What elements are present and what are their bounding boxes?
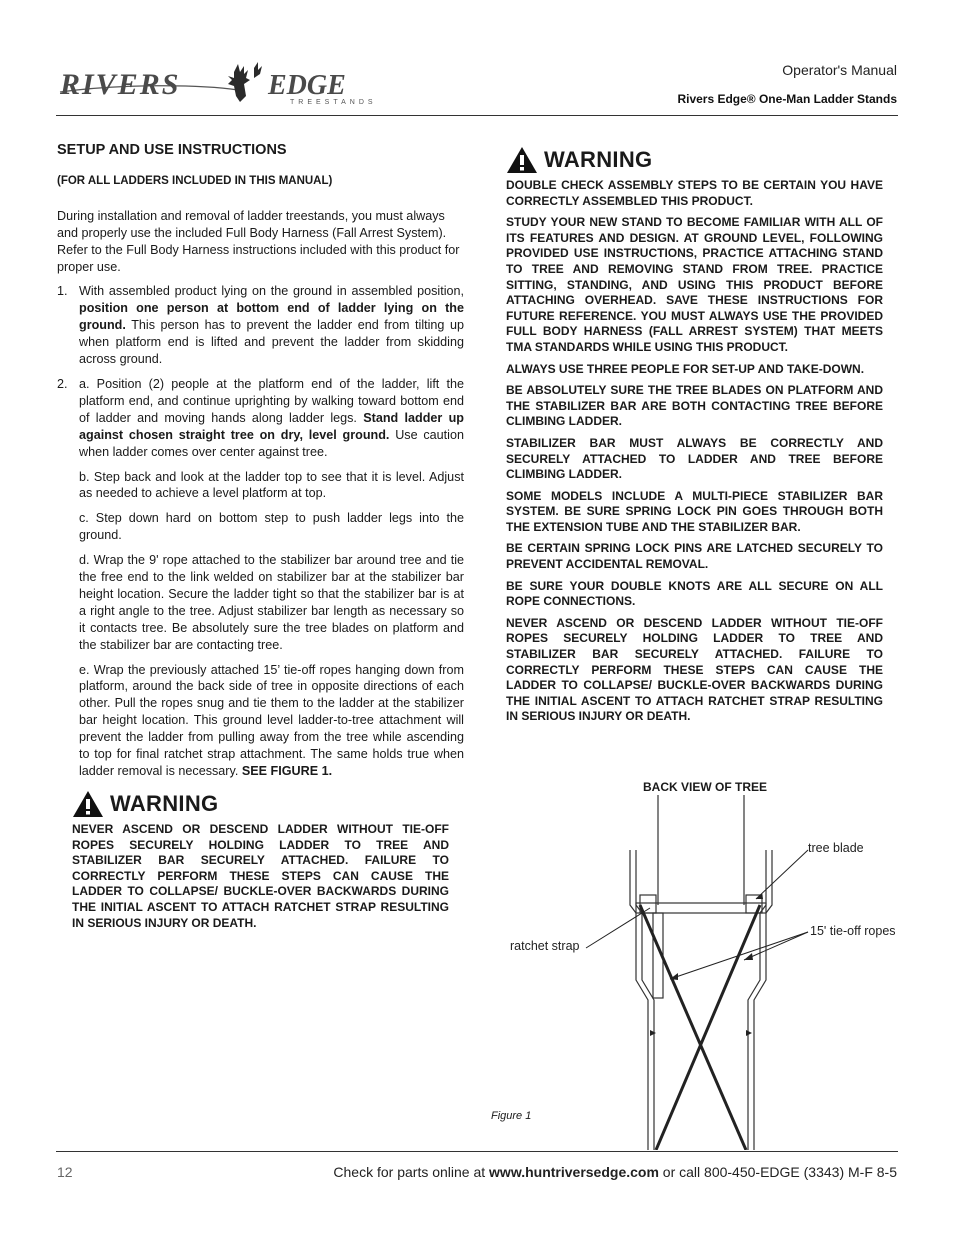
figure-title: BACK VIEW OF TREE (643, 780, 768, 794)
step-1-text-a: With assembled product lying on the ground in assembled position, (79, 284, 464, 299)
ladder-diagram (500, 795, 910, 1150)
warning-paragraph: NEVER ASCEND OR DESCEND LADDER WITHOUT TIE-OFF ROPES SECURELY HOLDING LADDER TO TREE AND STABILIZER BAR SECURELY ATTACHED. FAILURE TO CORRECTLY PERFORM THESE STEPS CAN CAUSE THE LADDER TO COLLAPSE/ BUCKLE-OVER BACKWARDS DURING THE INITIAL ASCENT TO ATTACH RATCHET STRAP RESULTING IN SERIOUS INJURY OR DEATH. (506, 615, 883, 724)
intro-paragraph: During installation and removal of ladder treestands, you must always and properly use the included Full Body Harness (Fall Arrest System). Refer to the Full Body Harness instructions included with this product for proper use. (57, 208, 460, 274)
step-2a-tail: Use caution when ladder comes over center against tree. (79, 427, 464, 459)
logo-text-right: EDGE (268, 70, 346, 101)
warning-title: WARNING (544, 147, 653, 172)
steps-list (57, 283, 464, 779)
footer-contact (333, 1164, 897, 1180)
footer-url-link[interactable]: www.huntriversedge.com (489, 1164, 659, 1180)
step-2e (79, 662, 464, 780)
footer-text-a: Check for parts online at (333, 1164, 490, 1180)
rung-marker (746, 1030, 752, 1036)
step-number: 2. (57, 376, 68, 391)
warning-text: NEVER ASCEND OR DESCEND LADDER WITHOUT TIE-OFF ROPES SECURELY HOLDING LADDER TO TREE AND STABILIZER BAR SECURELY ATTACHED. FAILURE TO CORRECTLY PERFORM THESE STEPS CAN CAUSE THE LADDER TO COLLAPSE/ BUCKLE-OVER BACKWARDS DURING THE INITIAL ASCENT TO ATTACH RATCHET STRAP RESULTING IN SERIOUS INJURY OR DEATH. (72, 822, 449, 930)
footer-text-b: or call 800-450-EDGE (3343) M-F 8-5 (658, 1164, 897, 1180)
tie-off-rope-2 (656, 905, 760, 1150)
leader-tree-blade (756, 850, 808, 899)
step-2 (57, 376, 464, 780)
warning-title: WARNING (110, 791, 219, 816)
warning-paragraph: BE SURE YOUR DOUBLE KNOTS ARE ALL SECURE ON ALL ROPE CONNECTIONS. (506, 578, 883, 609)
step-1 (57, 283, 464, 368)
step-2a-text: a. Position (2) people at the platform end of the ladder, lift the platform end, and continue uprighting by walking toward bottom end of ladder and moving hands along ladder legs. (79, 376, 464, 425)
leader-tieoff-1 (670, 932, 808, 979)
warning-header (506, 146, 883, 174)
arrowhead (744, 953, 753, 960)
warning-box-left (72, 790, 449, 937)
warning-paragraph: BE CERTAIN SPRING LOCK PINS ARE LATCHED SECURELY TO PREVENT ACCIDENTAL REMOVAL. (506, 541, 883, 572)
section-subtitle: (FOR ALL LADDERS INCLUDED IN THIS MANUAL) (57, 174, 333, 187)
warning-header (72, 790, 449, 818)
warning-box-right (506, 146, 883, 731)
warning-triangle-icon (506, 146, 538, 174)
rung-marker (650, 1030, 656, 1036)
manual-label: Operator's Manual (782, 62, 897, 78)
label-ratchet-strap: ratchet strap (510, 939, 580, 953)
step-number: 1. (57, 284, 68, 299)
leader-tieoff-2 (744, 932, 808, 960)
step-2a-bold: Stand ladder up against chosen straight tree on dry, level ground. (79, 410, 464, 442)
warning-paragraph: SOME MODELS INCLUDE A MULTI-PIECE STABILIZER BAR SYSTEM. BE SURE SPRING LOCK PIN GOES THROUGH BOTH THE EXTENSION TUBE AND THE STABILIZER BAR. (506, 488, 883, 534)
deer-antler-logo-icon (58, 62, 410, 106)
label-tree-blade: tree blade (808, 841, 864, 855)
setup-instructions (57, 142, 464, 786)
label-tieoff-ropes: 15' tie-off ropes (810, 924, 896, 938)
step-1-text-b: This person has to prevent the ladder end from tilting up when platform end is lifted and prevent the ladder from skidding across ground. (79, 318, 464, 367)
product-line: Rivers Edge® One-Man Ladder Stands (677, 92, 897, 106)
tie-off-rope-1 (640, 905, 746, 1150)
warning-paragraph: STABILIZER BAR MUST ALWAYS BE CORRECTLY AND SECURELY ATTACHED TO LADDER AND TREE BEFORE CLIMBING LADDER. (506, 435, 883, 482)
header-divider (56, 115, 898, 116)
brand-logo (58, 62, 410, 106)
warning-paragraph: BE ABSOLUTELY SURE THE TREE BLADES ON PLATFORM AND THE STABILIZER BAR ARE BOTH CONTACTING TREE BEFORE CLIMBING LADDER. (506, 383, 883, 429)
step-2e-text: e. Wrap the previously attached 15’ tie-off ropes hanging down from platform, around the back side of tree in opposite directions of each other. Pull the ropes snug and tie them to the ladder at the stabilizer bar height location. This ground level ladder-to-tree attachment will prevent the ladder from pulling away from the tree while ascending to top for final ratchet strap attachment. The same holds true when ladder removal is necessary. (79, 662, 464, 778)
logo-text-left: RIVERS (60, 68, 181, 101)
logo-subtext: TREESTANDS (290, 99, 377, 106)
leader-ratchet (586, 908, 650, 948)
warning-triangle-icon (72, 790, 104, 818)
figure-caption: Figure 1 (491, 1110, 532, 1122)
footer-divider (56, 1151, 898, 1152)
warning-paragraph: ALWAYS USE THREE PEOPLE FOR SET-UP AND TAKE-DOWN. (506, 361, 865, 376)
step-2c: c. Step down hard on bottom step to push ladder legs into the ground. (79, 511, 464, 543)
page-number: 12 (57, 1164, 73, 1180)
step-2e-bold: SEE FIGURE 1. (241, 764, 333, 778)
step-2b: b. Step back and look at the ladder top to see that it is level. Adjust as needed to achieve a level platform at top. (79, 469, 464, 501)
arrowhead (756, 893, 763, 899)
step-2d: d. Wrap the 9' rope attached to the stabilizer bar around tree and tie the free end to the link welded on stabilizer bar at the stabilizer bar height location. Secure the ladder tight so that the stabilizer bar is at a right angle to the tree. Adjust stabilizer bar length as necessary so it contacts tree. Be absolutely sure the tree blades on platform and the stabilizer bar are contacting tree. (79, 553, 464, 652)
step-1-bold: position one person at bottom end of ladder lying on the ground. (79, 301, 464, 333)
warning-paragraph: DOUBLE CHECK ASSEMBLY STEPS TO BE CERTAIN YOU HAVE CORRECTLY ASSEMBLED THIS PRODUCT. (506, 178, 883, 208)
step-2a (79, 376, 464, 461)
warning-paragraph: STUDY YOUR NEW STAND TO BECOME FAMILIAR WITH ALL OF ITS FEATURES AND DESIGN. AT GROUND LEVEL, FOLLOWING PROVIDED USE INSTRUCTIONS, PRACTICE ATTACHING STAND TO TREE AND REMOVING STAND FROM TREE. PRACTICE SITTING, STANDING, AND USING THIS PRODUCT BEFORE ATTACHING OVERHEAD. SAVE THESE INSTRUCTIONS FOR FUTURE REFERENCE. YOU MUST ALWAYS USE THE PROVIDED FULL BODY HARNESS (FALL ARREST SYSTEM) THAT MEETS TMA STANDARDS WHILE USING THIS PRODUCT. (506, 215, 883, 354)
section-title: SETUP AND USE INSTRUCTIONS (57, 142, 287, 158)
